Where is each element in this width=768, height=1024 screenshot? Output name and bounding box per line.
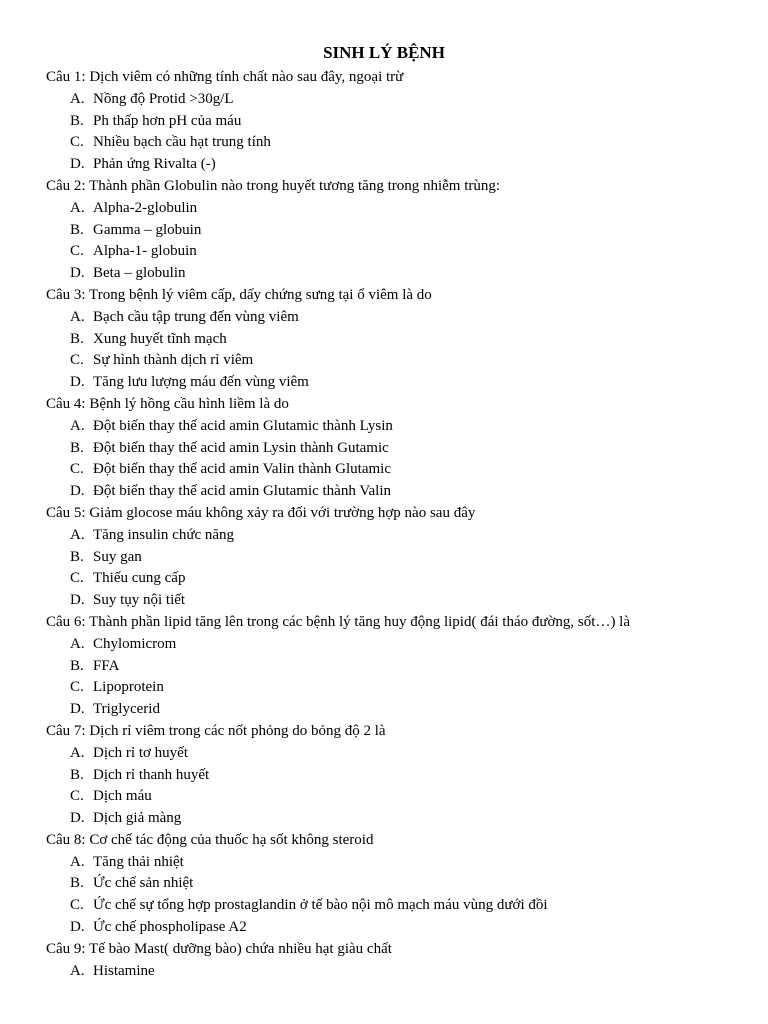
- answer-option: [46, 808, 746, 830]
- option-text: Tăng thải nhiệt: [93, 853, 184, 870]
- answer-option: [46, 329, 746, 351]
- option-text: Ức chế sự tổng hợp prostaglandin ở tế bào nội mô mạch máu vùng dưới đồi: [93, 897, 548, 914]
- option-letter: C.: [70, 461, 84, 478]
- question-text: Câu 2: Thành phần Globulin nào trong huyết tương tăng trong nhiễm trùng:: [46, 177, 501, 194]
- option-letter: A.: [70, 90, 85, 107]
- option-text: Beta – globulin: [93, 265, 186, 282]
- answer-option: [46, 438, 746, 460]
- question-block: [46, 394, 746, 503]
- answer-option: [46, 873, 746, 895]
- option-text: Tăng insulin chức năng: [93, 526, 235, 543]
- option-text: Alpha-1- globuin: [93, 243, 197, 260]
- question-block: [46, 176, 746, 285]
- option-text: Thiếu cung cấp: [93, 570, 186, 587]
- option-text: Tăng lưu lượng máu đến vùng viêm: [93, 374, 309, 391]
- option-text: Dịch giả màng: [93, 810, 182, 827]
- option-letter: A.: [70, 853, 85, 870]
- answer-option: [46, 547, 746, 569]
- question-block: [46, 67, 746, 176]
- option-text: Nhiều bạch cầu hạt trung tính: [93, 134, 271, 151]
- option-letter: A.: [70, 308, 85, 325]
- answer-option: [46, 917, 746, 939]
- option-letter: C.: [70, 243, 84, 260]
- answer-option: [46, 961, 746, 983]
- option-letter: D.: [70, 919, 85, 936]
- option-text: Chylomicrom: [93, 635, 177, 652]
- option-letter: D.: [70, 810, 85, 827]
- question-text: Câu 7: Dịch rỉ viêm trong các nốt phỏng do bỏng độ 2 là: [46, 722, 386, 739]
- answer-option: [46, 677, 746, 699]
- option-letter: D.: [70, 156, 85, 173]
- answer-option: [46, 525, 746, 547]
- question-text: Câu 4: Bệnh lý hồng cầu hình liềm là do: [46, 395, 289, 412]
- answer-option: [46, 634, 746, 656]
- option-text: Nồng độ Protid >30g/L: [93, 90, 234, 107]
- answer-option: [46, 241, 746, 263]
- option-text: Histamine: [93, 962, 155, 979]
- question-block: [46, 721, 746, 830]
- answer-option: [46, 699, 746, 721]
- option-letter: C.: [70, 679, 84, 696]
- answer-option: [46, 111, 746, 133]
- option-letter: D.: [70, 592, 85, 609]
- answer-option: [46, 307, 746, 329]
- answer-option: [46, 481, 746, 503]
- answer-option: [46, 459, 746, 481]
- answer-option: [46, 154, 746, 176]
- option-letter: B.: [70, 657, 84, 674]
- option-letter: A.: [70, 199, 85, 216]
- option-letter: C.: [70, 352, 84, 369]
- option-letter: B.: [70, 330, 84, 347]
- option-text: Triglycerid: [93, 701, 160, 718]
- option-letter: A.: [70, 744, 85, 761]
- option-text: Suy gan: [93, 548, 142, 565]
- question-block: [46, 830, 746, 939]
- option-text: FFA: [93, 657, 120, 674]
- option-text: Dịch rỉ thanh huyết: [93, 766, 210, 783]
- option-text: Xung huyết tĩnh mạch: [93, 330, 227, 347]
- option-letter: C.: [70, 134, 84, 151]
- option-text: Đột biến thay thế acid amin Lysin thành Gutamic: [93, 439, 389, 456]
- question-text: Câu 3: Trong bệnh lý viêm cấp, dấy chứng sưng tại ổ viêm là do: [46, 286, 432, 303]
- answer-option: [46, 852, 746, 874]
- answer-option: [46, 743, 746, 765]
- answer-option: [46, 765, 746, 787]
- answer-option: [46, 132, 746, 154]
- answer-option: [46, 786, 746, 808]
- answer-option: [46, 220, 746, 242]
- answer-option: [46, 895, 746, 917]
- option-text: Đột biến thay thế acid amin Valin thành Glutamic: [93, 461, 391, 478]
- option-letter: B.: [70, 221, 84, 238]
- question-block: [46, 285, 746, 394]
- option-text: Ức chế phospholipase A2: [93, 919, 247, 936]
- question-list: [46, 67, 746, 982]
- answer-option: [46, 590, 746, 612]
- option-letter: D.: [70, 374, 85, 391]
- answer-option: [46, 89, 746, 111]
- question-text: Câu 6: Thành phần lipid tăng lên trong các bệnh lý tăng huy động lipid( đái tháo đường, sốt…) là: [46, 613, 631, 630]
- option-letter: C.: [70, 570, 84, 587]
- option-letter: D.: [70, 701, 85, 718]
- option-letter: A.: [70, 526, 85, 543]
- option-text: Alpha-2-globulin: [93, 199, 198, 216]
- question-text: Câu 9: Tế bào Mast( dưỡng bào) chứa nhiều hạt giàu chất: [46, 940, 392, 957]
- option-letter: C.: [70, 897, 84, 914]
- question-block: [46, 939, 746, 983]
- answer-option: [46, 416, 746, 438]
- answer-option: [46, 656, 746, 678]
- option-letter: A.: [70, 417, 85, 434]
- option-letter: D.: [70, 483, 85, 500]
- answer-option: [46, 350, 746, 372]
- document-title: SINH LÝ BỆNH: [323, 43, 445, 62]
- option-letter: D.: [70, 265, 85, 282]
- option-text: Phản ứng Rivalta (-): [93, 156, 216, 173]
- option-letter: C.: [70, 788, 84, 805]
- question-text: Câu 1: Dịch viêm có những tính chất nào sau đây, ngoại trừ: [46, 69, 404, 85]
- question-text: Câu 8: Cơ chế tác động của thuốc hạ sốt không steroid: [46, 831, 374, 848]
- option-letter: B.: [70, 548, 84, 565]
- option-text: Đột biến thay thế acid amin Glutamic thành Valin: [93, 483, 391, 500]
- option-text: Lipoprotein: [93, 679, 164, 696]
- option-text: Ức chế sản nhiệt: [93, 875, 194, 892]
- answer-option: [46, 198, 746, 220]
- option-letter: A.: [70, 962, 85, 979]
- option-text: Đột biến thay thế acid amin Glutamic thành Lysin: [93, 417, 393, 434]
- option-letter: B.: [70, 875, 84, 892]
- question-block: [46, 503, 746, 612]
- option-letter: B.: [70, 112, 84, 129]
- answer-option: [46, 263, 746, 285]
- answer-option: [46, 568, 746, 590]
- option-text: Gamma – globuin: [93, 221, 202, 238]
- option-text: Suy tụy nội tiết: [93, 592, 186, 609]
- option-letter: B.: [70, 766, 84, 783]
- option-letter: B.: [70, 439, 84, 456]
- question-text: Câu 5: Giảm glocose máu không xảy ra đối với trường hợp nào sau đây: [46, 504, 476, 521]
- option-letter: A.: [70, 635, 85, 652]
- question-block: [46, 612, 746, 721]
- answer-option: [46, 372, 746, 394]
- option-text: Dịch máu: [93, 788, 152, 805]
- option-text: Bạch cầu tập trung đến vùng viêm: [93, 308, 299, 325]
- option-text: Sự hình thành dịch rỉ viêm: [93, 352, 254, 369]
- option-text: Ph thấp hơn pH của máu: [93, 112, 242, 129]
- option-text: Dịch rỉ tơ huyết: [93, 744, 188, 761]
